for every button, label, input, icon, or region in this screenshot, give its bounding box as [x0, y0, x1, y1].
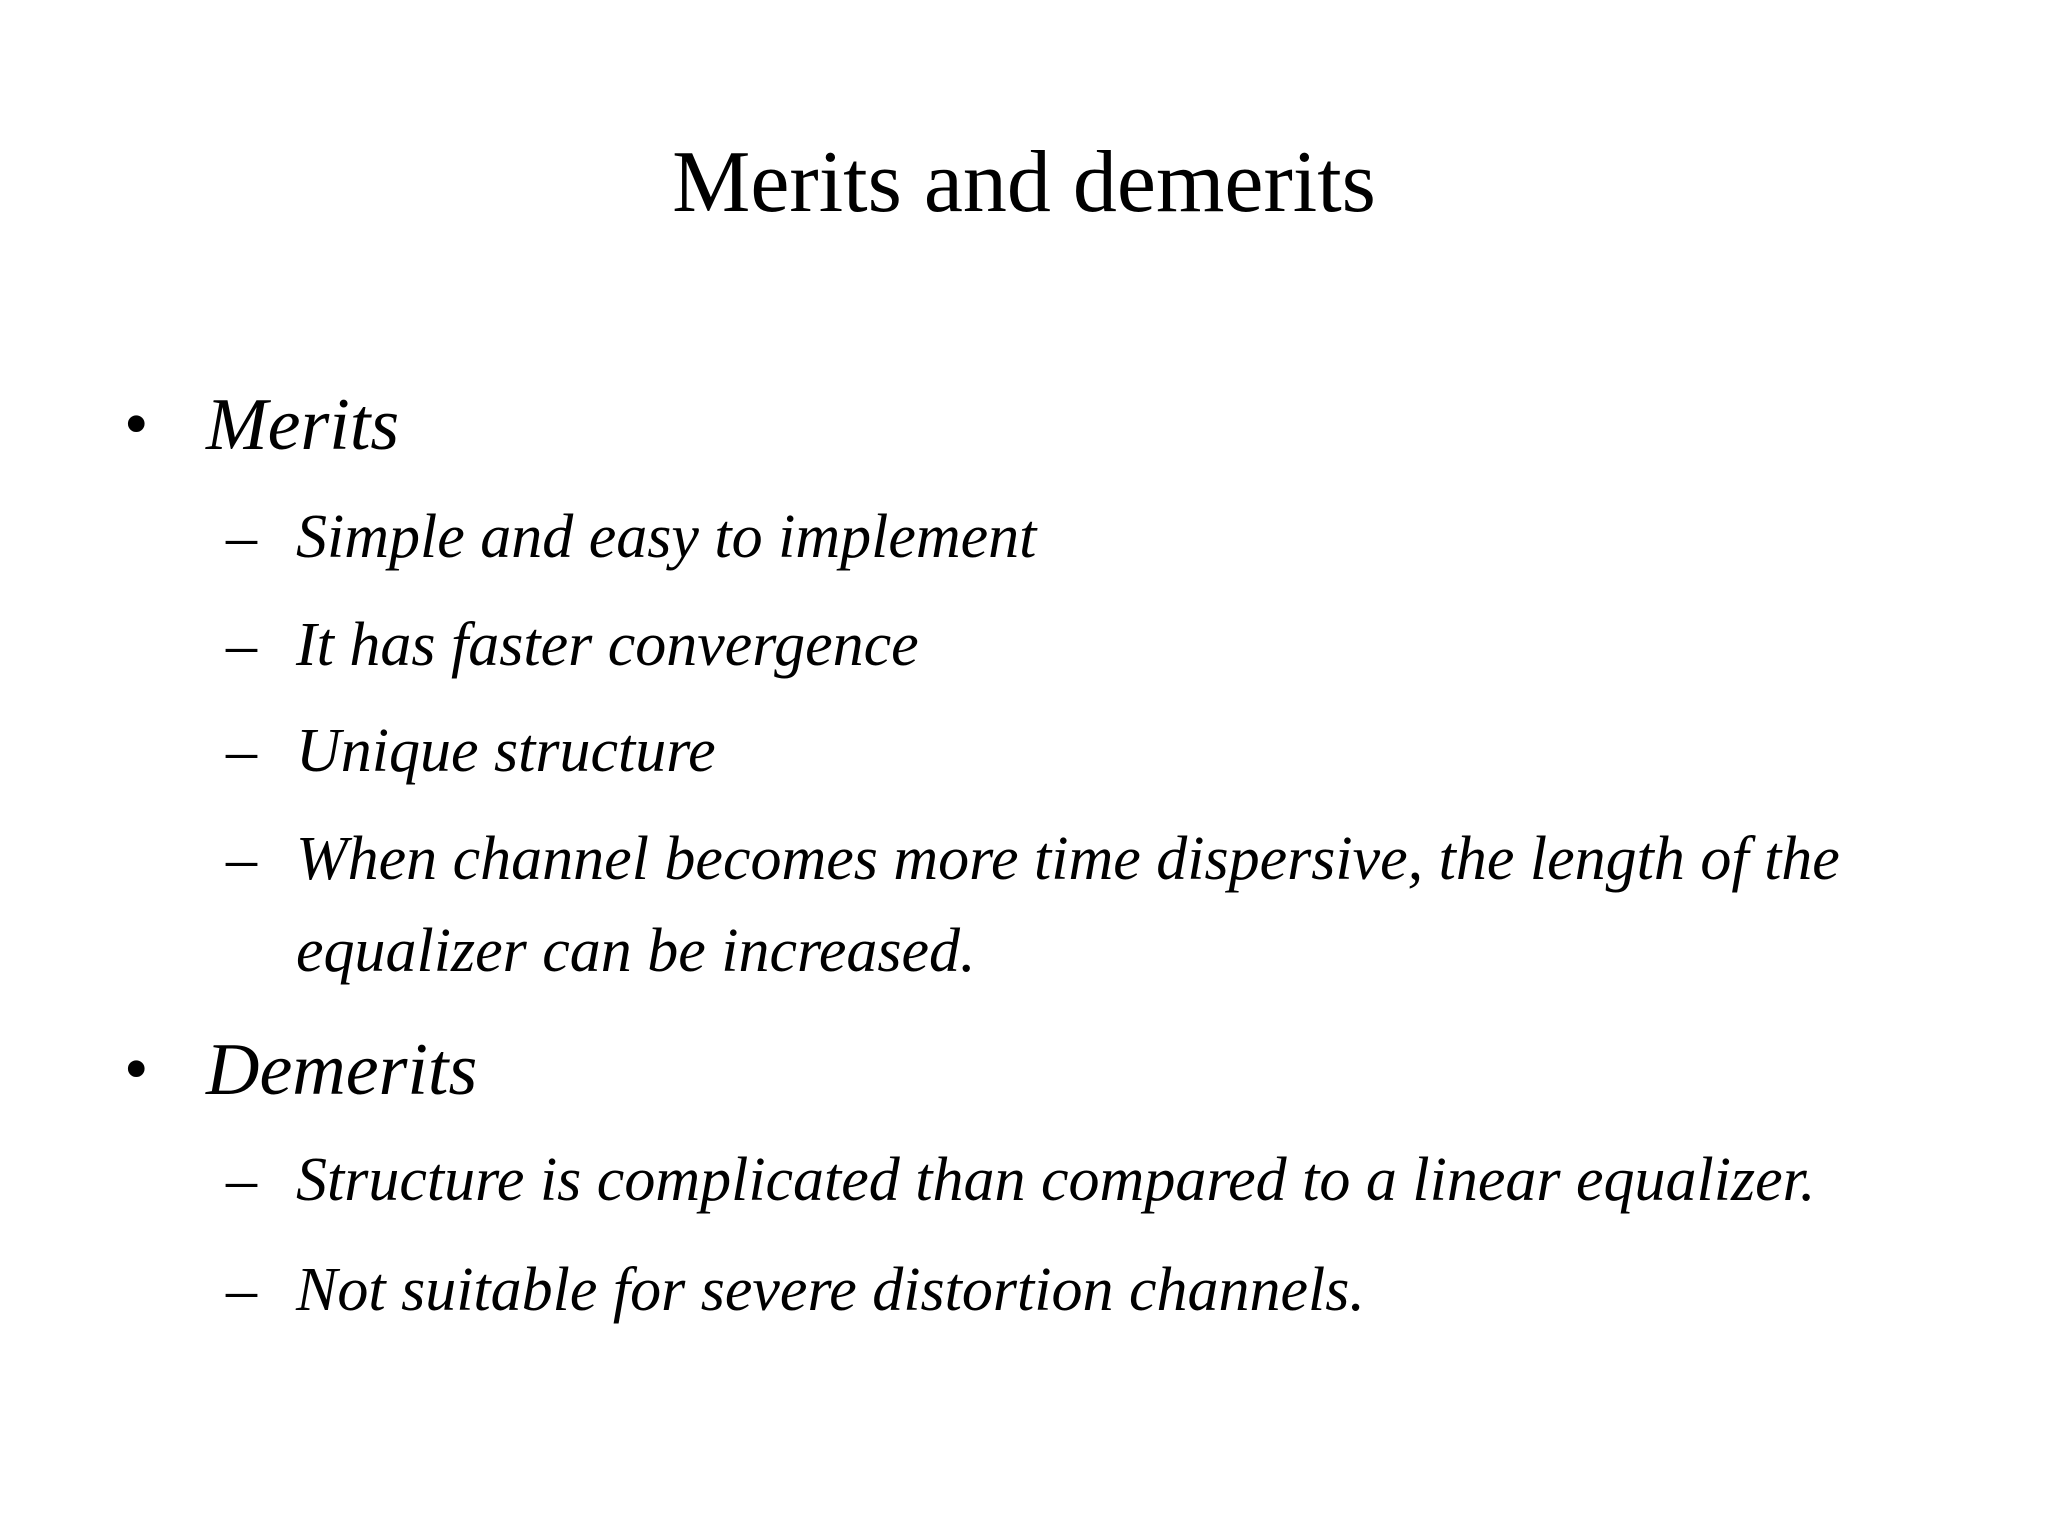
section-heading-merits: Merits: [206, 384, 400, 466]
list-item-text: Simple and easy to implement: [296, 503, 1037, 571]
sub-bullet-dash: –: [226, 717, 257, 785]
sub-bullet-dash: –: [226, 1146, 257, 1214]
list-item-text: When channel becomes more time dispersive, the length of the: [296, 825, 1840, 893]
list-item-text: Not suitable for severe distortion channels.: [296, 1256, 1365, 1324]
list-item-text: It has faster convergence: [296, 611, 919, 679]
slide-title: Merits and demerits: [672, 134, 1376, 231]
list-item-text: Unique structure: [296, 717, 716, 785]
sub-bullet-dash: –: [226, 825, 257, 893]
sub-bullet-dash: –: [226, 1256, 257, 1324]
list-item-text: Structure is complicated than compared to a linear equalizer.: [296, 1146, 1816, 1214]
bullet-dot: •: [124, 1031, 149, 1108]
bullet-dot: •: [124, 386, 149, 463]
section-heading-demerits: Demerits: [206, 1029, 478, 1111]
sub-bullet-dash: –: [226, 503, 257, 571]
list-item-text: equalizer can be increased.: [296, 917, 976, 985]
sub-bullet-dash: –: [226, 611, 257, 679]
